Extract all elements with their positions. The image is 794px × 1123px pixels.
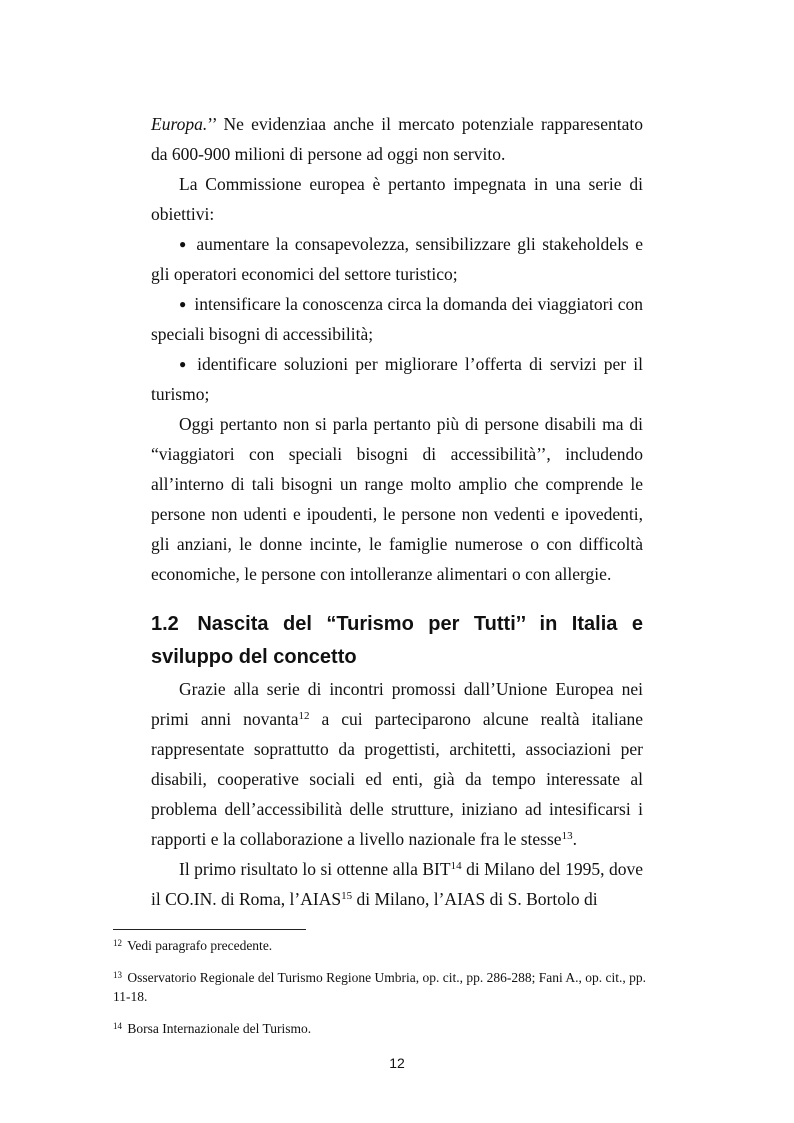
footnote-divider [113, 929, 306, 930]
grazie-text-2: a cui parteciparono alcune realtà italiane rappresentate soprattutto da progettisti, architetti, associazioni per disabili, cooperative sociali ed enti, già da tempo interessate al problema dell’accessibilità delle strutture, iniziano ad intesificarsi i rapporti e la collaborazione a livello nazionale fra le stesse [151, 709, 643, 849]
bullet-icon: ● [179, 237, 189, 251]
footnote [113, 1019, 665, 1038]
grazie-text-3: . [572, 829, 577, 849]
primo-text-1: Il primo risultato lo si ottenne alla BIT [179, 859, 451, 879]
bullet-item [151, 349, 643, 409]
footnote-number: 12 [113, 938, 122, 948]
intro-italic: Europa. [151, 114, 208, 134]
bullet-icon: ● [179, 297, 187, 311]
footnote [113, 968, 665, 1006]
section-number: 1.2 [151, 613, 179, 635]
bullet-text: identificare soluzioni per migliorare l’offerta di servizi per il turismo; [151, 354, 644, 404]
bullet-icon: ● [179, 357, 190, 371]
footnote-ref-14[interactable]: 14 [450, 860, 462, 872]
body-text-top [151, 109, 643, 589]
footnotes [113, 936, 665, 1051]
footnote-text: Borsa Internazionale del Turismo. [127, 1021, 312, 1036]
footnote-ref-12[interactable]: 12 [298, 710, 310, 722]
primo-text-3: di Milano, l’AIAS di S. Bortolo di [352, 889, 598, 909]
section-heading [151, 608, 643, 674]
primo-paragraph [151, 854, 643, 914]
footnote-text: Osservatorio Regionale del Turismo Regione Umbria, op. cit., pp. 286-288; Fani A., op. cit., pp. 11-18. [113, 970, 646, 1004]
footnote-number: 13 [113, 970, 122, 980]
section-title: Nascita del “Turismo per Tutti’’ in Italia e sviluppo del concetto [151, 613, 644, 668]
bullet-text: aumentare la consapevolezza, sensibilizzare gli stakeholdels e gli operatori economici del settore turistico; [151, 234, 644, 284]
bullet-text: intensificare la conoscenza circa la domanda dei viaggiatori con speciali bisogni di accessibilità; [151, 294, 643, 344]
primo-text-2: di Milano del 1995, dove il CO.IN. di Roma, l’AIAS [151, 859, 644, 909]
footnote [113, 936, 665, 955]
grazie-paragraph [151, 674, 643, 854]
intro-text: ’’ Ne evidenziaa anche il mercato potenziale rapparesentato da 600-900 milioni di persone ad oggi non servito. [151, 114, 643, 164]
bullet-item [151, 229, 643, 289]
page-number: 12 [389, 1055, 405, 1071]
oggi-paragraph: Oggi pertanto non si parla pertanto più di persone disabili ma di “viaggiatori con speciali bisogni di accessibilità’’, includendo all’interno di tali bisogni un range molto amplio che comprende le persone non udenti e ipoudenti, le persone non vedenti e ipovedenti, gli anziani, le donne incinte, le famiglie numerose o con difficoltà economiche, le persone con intolleranze alimentari o con allergie. [151, 414, 643, 584]
footnote-text: Vedi paragrafo precedente. [127, 938, 273, 953]
footnote-ref-13[interactable]: 13 [561, 830, 573, 842]
footnote-number: 14 [113, 1021, 122, 1031]
footnote-ref-15[interactable]: 15 [341, 890, 353, 902]
intro-paragraph [151, 109, 643, 169]
commission-paragraph: La Commissione europea è pertanto impegnata in una serie di obiettivi: [151, 174, 643, 224]
body-text-bottom [151, 674, 643, 914]
bullet-item [151, 289, 643, 349]
grazie-text-1: Grazie alla serie di incontri promossi dall’Unione Europea nei primi anni novanta [151, 679, 643, 729]
